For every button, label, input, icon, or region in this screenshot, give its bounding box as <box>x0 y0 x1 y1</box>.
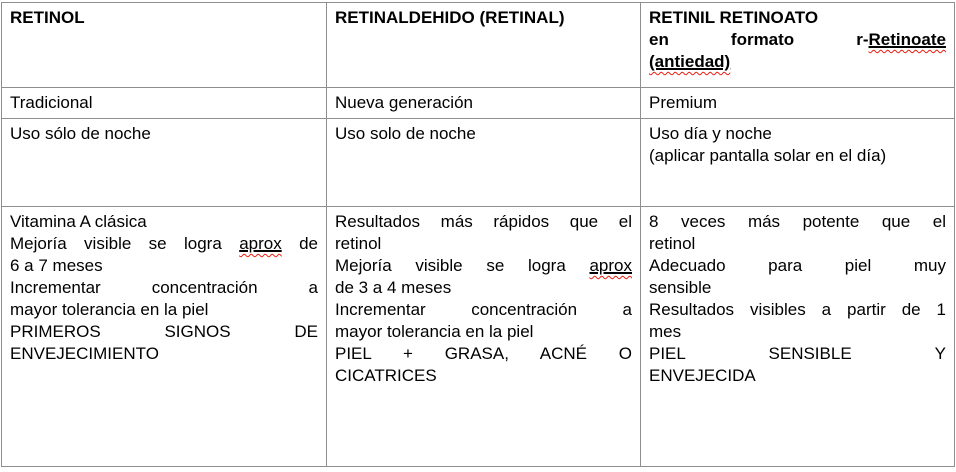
text-line: ENVEJECIMIENTO <box>10 344 159 363</box>
details-cell-retinol <box>2 207 327 467</box>
spellcheck-word-antiedad: (antiedad) <box>649 52 731 71</box>
spellcheck-word-aprox: aprox <box>239 234 282 253</box>
text-line: CICATRICES <box>335 366 437 385</box>
aprox-underlined <box>589 256 632 275</box>
line-prefix: Mejoría visible se logra <box>10 234 240 253</box>
text-line: ENVEJECIDA <box>649 366 756 385</box>
brand-name-underlined <box>869 30 946 49</box>
usage-cell-retinaldehido <box>327 119 641 207</box>
line-suffix: de <box>281 234 319 253</box>
details-cell-retinoato <box>641 207 955 467</box>
header-cell-retinaldehido <box>327 3 641 88</box>
category-cell-retinol <box>2 88 327 119</box>
text-line: mayor tolerancia en la piel <box>10 300 209 319</box>
header-retinoato-subtitle <box>649 29 946 51</box>
text-line: mes <box>649 322 682 341</box>
brand-prefix: r- <box>856 30 869 49</box>
details-cell-retinaldehido <box>327 207 641 467</box>
usage-retinaldehido-text: Uso solo de noche <box>335 124 476 143</box>
header-retinaldehido-title: RETINALDEHIDO (RETINAL) <box>335 8 565 27</box>
text-line <box>10 233 318 255</box>
header-retinoato-antiaging <box>649 51 946 73</box>
table-row-details <box>2 207 955 467</box>
text-line: Incrementar concentración a <box>10 278 318 297</box>
category-retinaldehido-label: Nueva generación <box>335 93 473 112</box>
usage-retinoato-sunscreen-note: (aplicar pantalla solar en el día) <box>649 146 887 165</box>
table-row-usage <box>2 119 955 207</box>
table-row-header <box>2 3 955 88</box>
header-cell-retinol <box>2 3 327 88</box>
text-line <box>335 255 632 277</box>
spellcheck-word-retinoate: Retinoate <box>868 30 946 49</box>
text-line: Adecuado para piel muy <box>649 256 946 275</box>
text-line: retinol <box>649 234 696 253</box>
text-line: PIEL + GRASA, ACNÉ O <box>335 344 632 363</box>
category-cell-retinoato <box>641 88 955 119</box>
spellcheck-word-aprox: aprox <box>589 256 632 275</box>
usage-cell-retinol <box>2 119 327 207</box>
text-line: Vitamina A clásica <box>10 212 147 231</box>
subtitle-prefix: en formato <box>649 30 857 49</box>
text-line: Resultados visibles a partir de 1 <box>649 300 946 319</box>
header-retinol-title: RETINOL <box>10 8 85 27</box>
category-retinol-label: Tradicional <box>10 93 93 112</box>
text-line: 6 a 7 meses <box>10 256 103 275</box>
text-line: PIEL SENSIBLE Y <box>649 344 946 363</box>
antiaging-underlined <box>649 52 730 71</box>
text-line: de 3 a 4 meses <box>335 278 452 297</box>
line-prefix: Mejoría visible se logra <box>335 256 590 275</box>
aprox-underlined <box>239 234 282 253</box>
usage-retinol-text: Uso sólo de noche <box>10 124 151 143</box>
category-retinoato-label: Premium <box>649 93 718 112</box>
table-row-category <box>2 88 955 119</box>
retinoid-comparison-table <box>1 2 955 467</box>
text-line: mayor tolerancia en la piel <box>335 322 534 341</box>
text-line: Incrementar concentración a <box>335 300 632 319</box>
text-line: retinol <box>335 234 382 253</box>
category-cell-retinaldehido <box>327 88 641 119</box>
usage-retinoato-text: Uso día y noche <box>649 124 772 143</box>
text-line: Resultados más rápidos que el <box>335 212 632 231</box>
text-line: 8 veces más potente que el <box>649 212 946 231</box>
text-line: PRIMEROS SIGNOS DE <box>10 322 318 341</box>
usage-cell-retinoato <box>641 119 955 207</box>
header-retinoato-title: RETINIL RETINOATO <box>649 8 819 27</box>
header-cell-retinil-retinoato <box>641 3 955 88</box>
text-line: sensible <box>649 278 712 297</box>
